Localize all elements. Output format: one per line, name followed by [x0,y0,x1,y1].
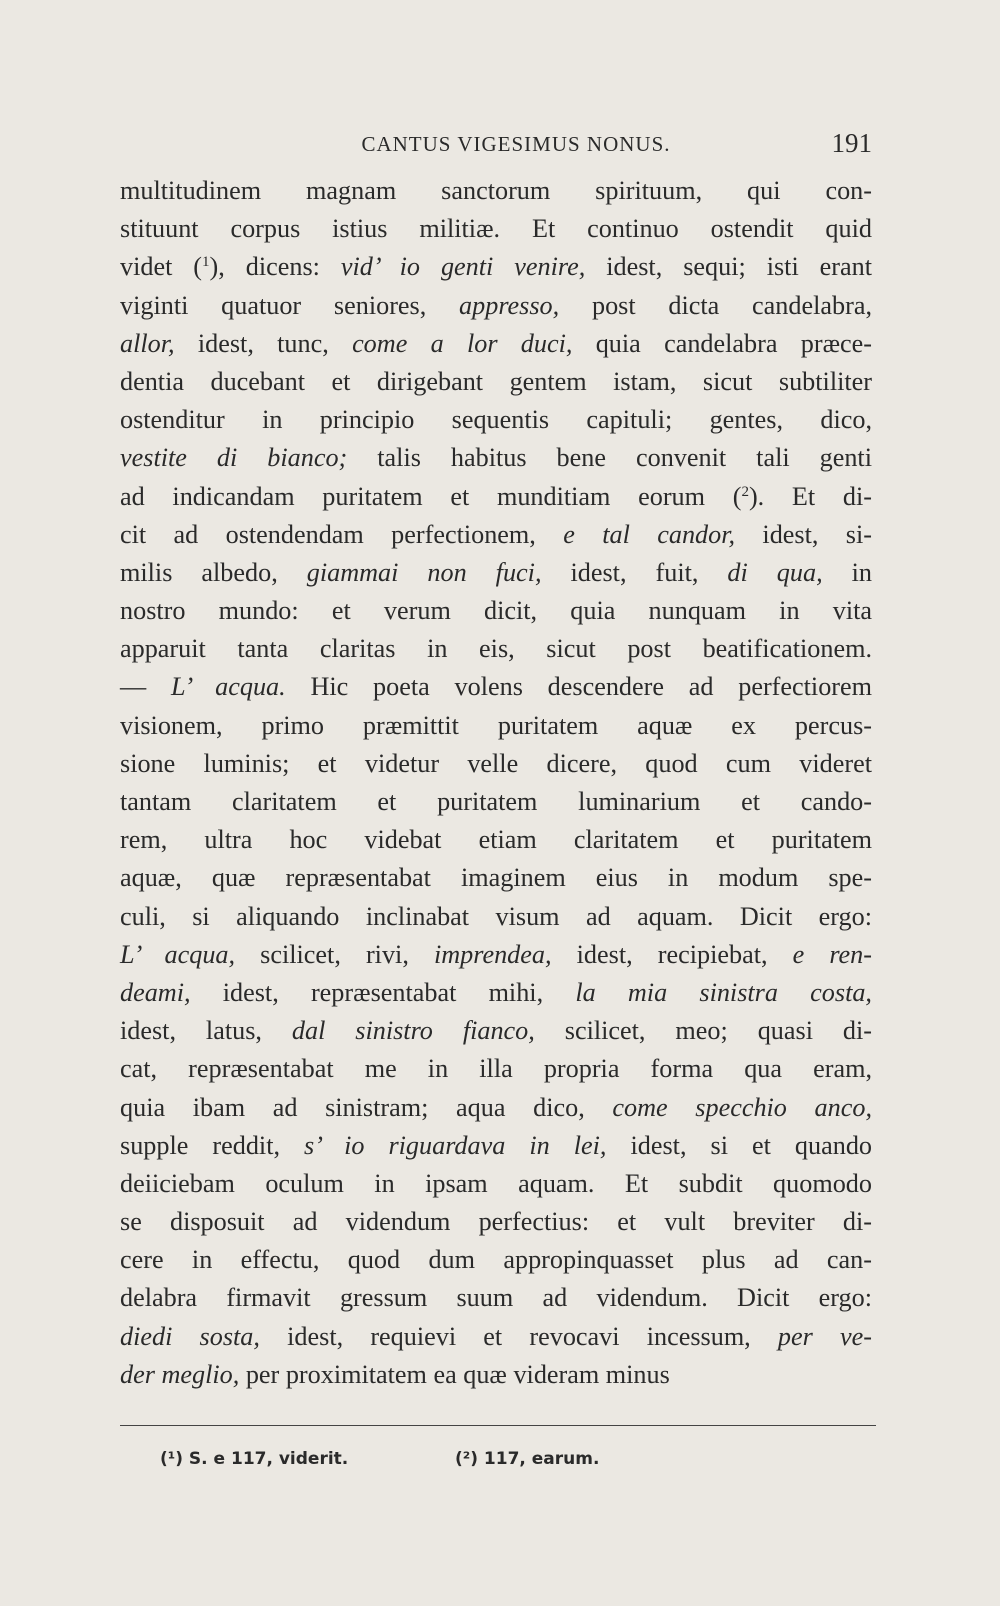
text-segment: stituunt corpus istius militiæ. Et continuo ostendit quid [120,214,872,244]
italic-segment: diedi sosta, [120,1321,260,1351]
text-line [120,745,872,783]
text-line [120,363,872,401]
page-number: 191 [831,128,872,158]
text-segment: milis albedo, [120,557,307,587]
text-segment: Hic poeta volens descendere ad perfectiorem [285,672,873,702]
text-segment: nostro mundo: et verum dicit, quia nunquam in vita [120,596,872,626]
text-segment: scilicet, rivi, [235,939,434,969]
text-line [120,1089,872,1127]
footnote-reference: 1 [202,254,210,271]
italic-segment: allor, [120,328,175,358]
text-line [120,1165,872,1203]
text-line [120,707,872,745]
text-line [120,1127,872,1165]
text-line [120,1203,872,1241]
text-segment: rem, ultra hoc videbat etiam claritatem et puritatem [120,825,872,855]
text-line [120,898,872,936]
footnote-2-text: 117, earum. [478,1449,600,1469]
text-segment: talis habitus bene convenit tali genti [347,443,872,473]
text-line [120,821,872,859]
text-segment: idest, fuit, [541,557,728,587]
text-line [120,1318,872,1356]
text-segment: idest, requievi et revocavi incessum, [259,1321,778,1351]
text-segment: dentia ducebant et dirigebant gentem istam, sicut subtiliter [120,366,872,396]
text-segment: aquæ, quæ repræsentabat imaginem eius in modum spe- [120,863,872,893]
text-line [120,287,872,325]
italic-segment: di qua, [727,557,823,587]
text-segment: culi, si aliquando inclinabat visum ad aquam. Dicit ergo: [120,901,872,931]
text-line [120,325,872,363]
text-line [120,172,872,210]
italic-segment: vestite di bianco; [120,443,348,473]
footnote-1 [160,1449,348,1469]
italic-segment: come specchio anco, [612,1092,872,1122]
italic-segment: appresso, [459,290,560,320]
text-line [120,859,872,897]
text-segment: deiiciebam oculum in ipsam aquam. Et subdit quomodo [120,1168,872,1198]
text-segment: tantam claritatem et puritatem luminarium et cando- [120,787,872,816]
text-segment: se disposuit ad videndum perfectius: et vult breviter di- [120,1207,872,1237]
text-segment: post dicta candelabra, [559,290,872,320]
text-segment: sione luminis; et videtur velle dicere, quod cum videret [120,748,872,778]
text-line [120,478,872,516]
running-title: CANTUS VIGESIMUS NONUS. [361,132,671,156]
italic-segment: s’ io riguardava in lei, [304,1130,607,1160]
italic-segment: e ren- [792,939,872,969]
footnote-1-text: S. e 117, viderit. [183,1449,349,1469]
text-line [120,1279,872,1317]
body-text [120,172,872,1394]
text-segment: ad indicandam puritatem et munditiam eorum ( [120,481,742,511]
text-segment: viginti quatuor seniores, [120,290,460,320]
italic-segment: imprendea, [433,939,552,969]
footnote-2-marker: (²) [455,1449,478,1469]
text-line [120,554,872,592]
text-segment: supple reddit, [120,1130,305,1160]
text-segment: quia ibam ad sinistram; aqua dico, [120,1092,613,1122]
footnote-2 [455,1449,599,1469]
text-line [120,210,872,248]
text-line [120,516,872,554]
text-segment: ). Et di- [748,481,872,511]
italic-segment: la mia sinistra costa, [575,977,872,1007]
italic-segment: vid’ io genti venire, [340,252,586,282]
text-segment: idest, recipiebat, [551,939,793,969]
running-head [120,128,872,160]
text-segment: idest, latus, [120,1016,292,1046]
text-line [120,248,872,286]
text-segment: ostenditur in principio sequentis capituli; gentes, dico, [120,405,872,435]
italic-segment: dal sinistro fianco, [291,1016,535,1046]
text-line [120,974,872,1012]
text-segment: apparuit tanta claritas in eis, sicut post beatificationem. [120,634,872,664]
text-segment: — [120,672,171,702]
text-segment: idest, tunc, [174,328,353,358]
italic-segment: giammai non fuci, [306,557,542,587]
text-line [120,1050,872,1088]
text-line [120,783,872,821]
text-segment: ), dicens: [209,252,341,282]
text-line [120,1356,872,1394]
italic-segment: per ve- [777,1321,872,1351]
text-segment: quia candelabra præce- [572,328,872,358]
footnote-reference: 2 [741,483,749,500]
footnote-1-marker: (¹) [160,1449,183,1469]
text-segment: idest, repræsentabat mihi, [190,977,576,1007]
text-line [120,936,872,974]
text-line [120,439,872,477]
text-segment: scilicet, meo; quasi di- [534,1016,872,1046]
footnote-rule [120,1425,876,1426]
text-segment: idest, sequi; isti erant [585,252,873,282]
italic-segment: come a lor duci, [352,328,573,358]
text-line [120,1012,872,1050]
text-segment: cat, repræsentabat me in illa propria forma qua eram, [120,1054,872,1084]
text-segment: videt ( [120,252,203,282]
text-segment: idest, si- [735,519,872,549]
text-segment: cit ad ostendendam perfectionem, [120,519,564,549]
text-segment: cere in effectu, quod dum appropinquasset plus ad can- [120,1245,872,1275]
italic-segment: L’ acqua. [170,672,286,702]
text-segment: visionem, primo præmittit puritatem aquæ ex percus- [120,710,872,740]
text-line [120,1241,872,1279]
italic-segment: L’ acqua, [120,939,236,969]
italic-segment: e tal candor, [563,519,736,549]
text-segment: in [822,557,872,587]
italic-segment: deami, [120,977,191,1007]
italic-segment: der meglio, [120,1359,240,1389]
text-segment: idest, si et quando [606,1130,873,1160]
text-line [120,630,872,668]
text-line [120,401,872,439]
text-segment: per proximitatem ea quæ videram minus [239,1359,670,1389]
text-segment: multitudinem magnam sanctorum spirituum, qui con- [120,176,872,205]
text-line [120,668,872,706]
text-segment: delabra firmavit gressum suum ad videndum. Dicit ergo: [120,1283,872,1313]
text-line [120,592,872,630]
